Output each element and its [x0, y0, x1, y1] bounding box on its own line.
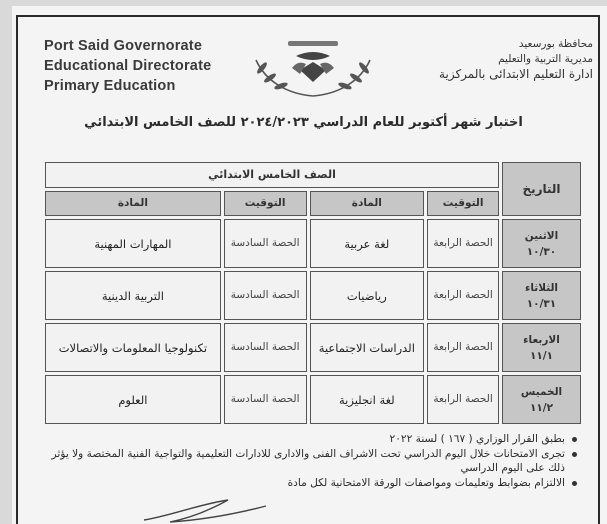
note-item: تجرى الامتحانات خلال اليوم الدراسي تحت الاشراف الفنى والادارى للادارات التعليمية والتواجية الفنية المختصة ولا يؤثر ذلك على اليوم الدراسي: [37, 447, 577, 475]
time-column-header: التوقيت: [224, 191, 307, 217]
date-column-header: التاريخ: [502, 162, 581, 216]
table-row: [45, 375, 581, 424]
subject-cell: لغة عربية: [310, 219, 425, 268]
arabic-header: [439, 37, 593, 82]
table-row: [45, 219, 581, 268]
day-name: الاثنين: [524, 229, 559, 242]
subject-column-header: المادة: [45, 191, 221, 217]
notes-list: [37, 432, 577, 491]
time-column-header: التوقيت: [427, 191, 499, 217]
department-name: Primary Education: [44, 78, 176, 94]
english-header: [44, 36, 211, 96]
grade-section-header: الصف الخامس الابتدائي: [45, 162, 499, 188]
day-name: الاربعاء: [523, 333, 560, 346]
directorate-name: Educational Directorate: [44, 58, 212, 74]
day-name: الثلاثاء: [524, 281, 559, 294]
department-name-ar: ادارة التعليم الابتدائى بالمركزية: [439, 67, 593, 81]
subject-cell: العلوم: [45, 375, 221, 424]
subject-cell: رياضيات: [310, 271, 425, 320]
time-cell: الحصة السادسة: [224, 323, 307, 372]
day-cell: [502, 219, 581, 268]
day-cell: [502, 271, 581, 320]
time-cell: الحصة السادسة: [224, 271, 307, 320]
page-title: اختبار شهر أكتوبر للعام الدراسي ٢٠٢٤/٢٠٢٣ للصف الخامس الابتدائي: [84, 115, 523, 130]
day-cell: [502, 375, 581, 424]
table-row: [45, 323, 581, 372]
table-header-row: [45, 162, 581, 188]
note-item: بطبق القرار الوزاري ( ١٦٧ ) لسنة ٢٠٢٢: [37, 432, 577, 446]
signature-icon: [140, 498, 270, 524]
time-cell: الحصة السادسة: [224, 219, 307, 268]
time-cell: الحصة السادسة: [224, 375, 307, 424]
subject-cell: لغة انجليزية: [310, 375, 425, 424]
subject-cell: التربية الدينية: [45, 271, 221, 320]
exam-schedule-table: [42, 159, 584, 427]
subject-cell: الدراسات الاجتماعية: [310, 323, 425, 372]
note-item: الالتزام بضوابط وتعليمات ومواصفات الورقة الامتحانية لكل مادة: [37, 476, 577, 490]
day-date: ١١/٢: [529, 401, 554, 414]
day-date: ١٠/٣٠: [526, 245, 557, 258]
subject-cell: المهارات المهنية: [45, 219, 221, 268]
day-date: ١١/١: [529, 349, 554, 362]
governorate-name-ar: محافظة بورسعيد: [518, 38, 593, 50]
day-date: ١٠/٣١: [526, 297, 557, 310]
time-cell: الحصة الرابعة: [427, 375, 499, 424]
ministry-logo-icon: [248, 38, 378, 100]
governorate-name: Port Said Governorate: [44, 38, 203, 54]
table-row: [45, 271, 581, 320]
table-subheader-row: [45, 191, 581, 217]
time-cell: الحصة الرابعة: [427, 219, 499, 268]
day-name: الخميس: [520, 385, 563, 398]
time-cell: الحصة الرابعة: [427, 323, 499, 372]
subject-column-header: المادة: [310, 191, 425, 217]
subject-cell: تكنولوجيا المعلومات والاتصالات: [45, 323, 221, 372]
directorate-name-ar: مديرية التربية والتعليم: [498, 53, 593, 65]
day-cell: [502, 323, 581, 372]
time-cell: الحصة الرابعة: [427, 271, 499, 320]
